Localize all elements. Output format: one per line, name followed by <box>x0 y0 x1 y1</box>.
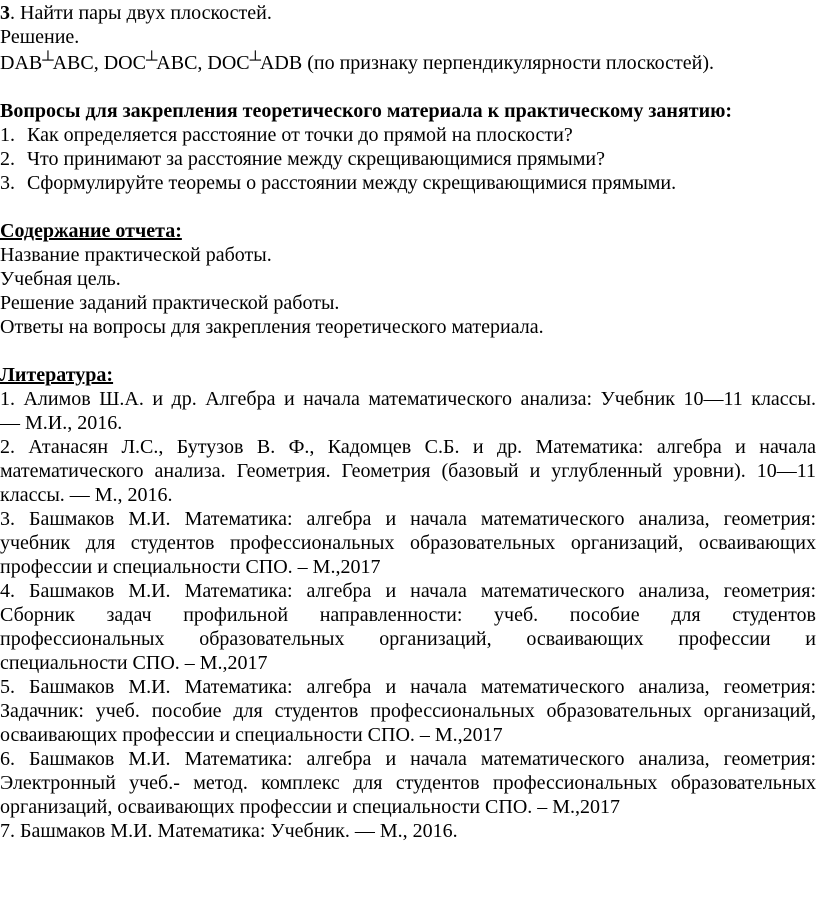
questions-heading: Вопросы для закрепления теоретического материала к практическому занятию: <box>0 100 733 122</box>
literature-item <box>0 507 816 579</box>
question-item <box>0 171 816 195</box>
literature-line: 6. Башмаков М.И. Математика: алгебра и начала математического анализа, геометрия: <box>0 748 816 770</box>
literature-line: профессии и специальности СПО. – М.,2017 <box>0 556 381 578</box>
perpendicular-symbol: ┴ <box>42 52 53 69</box>
literature-item <box>0 435 816 507</box>
literature-line: 3. Башмаков М.И. Математика: алгебра и начала математического анализа, геометрия: <box>0 508 816 530</box>
question-number: 1. <box>0 124 15 146</box>
literature-line: — М.И., 2016. <box>0 412 123 434</box>
literature-line: осваивающих профессии и специальности СПО. – М.,2017 <box>0 724 503 746</box>
literature-line: Сборник задач профильной направленности: учеб. пособие для студентов <box>0 604 816 626</box>
perpendicular-symbol: ┴ <box>249 52 260 69</box>
literature-item <box>0 819 816 843</box>
literature-line: 7. Башмаков М.И. Математика: Учебник. — М., 2016. <box>0 820 458 842</box>
literature-line: специальности СПО. – М.,2017 <box>0 652 268 674</box>
question-text: Что принимают за расстояние между скрещивающимися прямыми? <box>22 148 605 170</box>
literature-line: организаций, осваивающих профессии и специальности СПО. – М.,2017 <box>0 796 621 818</box>
plane-name: DOC <box>207 52 250 74</box>
literature-heading: Литература: <box>0 364 114 386</box>
question-number: 3. <box>0 172 15 194</box>
literature-item <box>0 579 816 675</box>
plane-name: ABC, <box>156 52 208 74</box>
literature-line: классы. — М., 2016. <box>0 484 173 506</box>
literature-line: 5. Башмаков М.И. Математика: алгебра и начала математического анализа, геометрия: <box>0 676 816 698</box>
solution-label: Решение. <box>0 26 80 48</box>
literature-line: учебник для студентов профессиональных образовательных организаций, осваивающих <box>0 532 816 554</box>
literature-line: математического анализа. Геометрия. Геометрия (базовый и углубленный уровни). 10—11 <box>0 460 816 482</box>
question-item <box>0 123 816 147</box>
plane-name: DAB <box>0 52 43 74</box>
literature-item <box>0 387 816 435</box>
literature-line: 4. Башмаков М.И. Математика: алгебра и начала математического анализа, геометрия: <box>0 580 816 602</box>
report-heading: Содержание отчета: <box>0 220 182 242</box>
plane-name: ABC, <box>52 52 104 74</box>
questions-list <box>0 123 816 195</box>
perpendicular-symbol: ┴ <box>145 52 157 69</box>
literature-line: 2. Атанасян Л.С., Бутузов В. Ф., Кадомцев С.Б. и др. Математика: алгебра и начала <box>0 436 816 458</box>
task-number: 3 <box>0 2 10 24</box>
literature-item <box>0 747 816 819</box>
question-text: Как определяется расстояние от точки до прямой на плоскости? <box>22 124 573 146</box>
question-text: Сформулируйте теоремы о расстоянии между скрещивающимися прямыми. <box>22 172 677 194</box>
plane-name: DOC <box>103 52 146 74</box>
literature-line: 1. Алимов Ш.А. и др. Алгебра и начала математического анализа: Учебник 10—11 классы. <box>0 388 816 410</box>
report-item: Учебная цель. <box>0 268 121 290</box>
plane-name: ADB (по признаку перпендикулярности плоскостей). <box>259 52 715 74</box>
question-number: 2. <box>0 148 15 170</box>
report-item: Ответы на вопросы для закрепления теоретического материала. <box>0 316 544 338</box>
literature-line: Электронный учеб.- метод. комплекс для студентов профессиональных образовательных <box>0 772 816 794</box>
solution-pairs <box>0 49 816 75</box>
document-page <box>0 1 816 843</box>
literature-line: профессиональных образовательных организаций, осваивающих профессии и <box>0 628 816 650</box>
task-text: . Найти пары двух плоскостей. <box>10 2 272 24</box>
report-list <box>0 243 816 339</box>
literature-item <box>0 675 816 747</box>
question-item <box>0 147 816 171</box>
literature-line: Задачник: учеб. пособие для студентов профессиональных образовательных организаций, <box>0 700 816 722</box>
literature-list <box>0 387 816 843</box>
task-line <box>0 1 816 25</box>
report-item: Название практической работы. <box>0 244 272 266</box>
report-item: Решение заданий практической работы. <box>0 292 340 314</box>
